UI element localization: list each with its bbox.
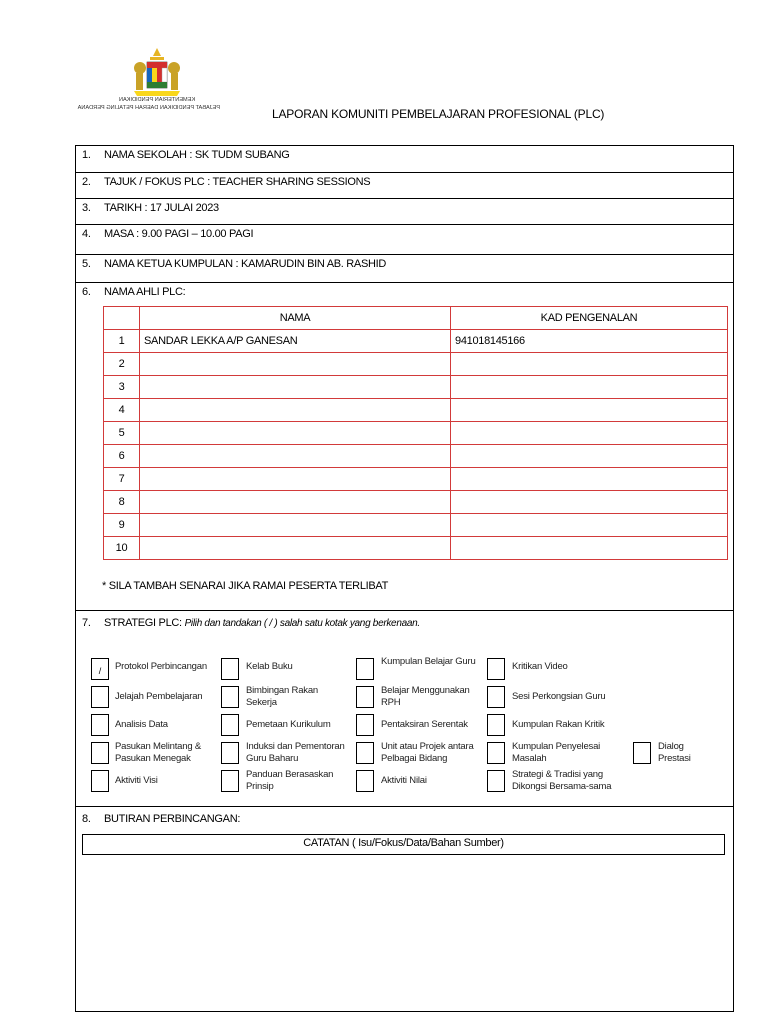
strategy-option-label: Pemetaan Kurikulum [246, 719, 331, 730]
notes-header: CATATAN ( Isu/Fokus/Data/Bahan Sumber) [82, 834, 725, 855]
report-form [75, 145, 734, 1012]
logo-caption-ministry: KEMENTERIAN PENDIDIKAN [118, 97, 196, 103]
strategy-checkbox[interactable] [221, 658, 239, 680]
strategy-checkbox[interactable] [487, 770, 505, 792]
strategy-option-label: Belajar Menggunakan RPH [381, 685, 470, 708]
strategy-option-label: Aktiviti Visi [115, 775, 158, 786]
section-strategy [76, 611, 733, 807]
field-value: NAMA SEKOLAH : SK TUDM SUBANG [104, 149, 290, 161]
strategy-option-label: Bimbingan Rakan Sekerja [246, 685, 318, 708]
members-table [103, 306, 728, 560]
field-number: 7. [82, 617, 91, 629]
column-header-name: NAMA [140, 307, 451, 330]
strategy-option-label: Jelajah Pembelajaran [115, 691, 203, 702]
field-number: 6. [82, 286, 91, 298]
strategy-checkbox[interactable] [91, 742, 109, 764]
strategy-checkbox[interactable] [356, 742, 374, 764]
field-topic [76, 173, 733, 199]
section-label: BUTIRAN PERBINCANGAN: [104, 813, 241, 825]
strategy-checkbox[interactable] [356, 686, 374, 708]
field-value: MASA : 9.00 PAGI – 10.00 PAGI [104, 228, 254, 240]
field-number: 3. [82, 202, 91, 214]
table-row: 4 [104, 399, 728, 422]
strategy-option-label: Strategi & Tradisi yang Dikongsi Bersama-sama [512, 769, 612, 792]
section-label: NAMA AHLI PLC: [104, 286, 186, 298]
field-school [76, 146, 733, 173]
strategy-option-label: Kritikan Video [512, 661, 568, 672]
field-value: NAMA KETUA KUMPULAN : KAMARUDIN BIN AB. RASHID [104, 258, 387, 270]
section-members [76, 283, 733, 611]
table-row: 2 [104, 353, 728, 376]
strategy-option-label: Sesi Perkongsian Guru [512, 691, 606, 702]
table-header-row [104, 307, 728, 330]
strategy-option-label: Analisis Data [115, 719, 168, 730]
logo-caption-office: PEJABAT PENDIDIKAN DAERAH PETALING PERDANA [77, 105, 220, 111]
strategy-checkbox[interactable] [91, 686, 109, 708]
field-group-leader [76, 255, 733, 283]
strategy-instruction: Pilih dan tandakan ( / ) salah satu kotak yang berkenaan. [184, 618, 420, 629]
strategy-option-label: Dialog Prestasi [658, 741, 691, 764]
strategy-option-label: Kelab Buku [246, 661, 293, 672]
table-row: 5 [104, 422, 728, 445]
strategy-option-label: Pentaksiran Serentak [381, 719, 468, 730]
strategy-checkbox[interactable] [487, 658, 505, 680]
table-row: 6 [104, 445, 728, 468]
strategy-checkbox[interactable]: / [91, 658, 109, 680]
field-number: 5. [82, 258, 91, 270]
strategy-option-label: Protokol Perbincangan [115, 661, 207, 672]
section-discussion-heading [82, 813, 240, 825]
column-header-ic: KAD PENGENALAN [451, 307, 728, 330]
field-value: TAJUK / FOKUS PLC : TEACHER SHARING SESSIONS [104, 176, 371, 188]
strategy-option-label: Kumpulan Belajar Guru [381, 656, 476, 667]
field-time [76, 225, 733, 255]
strategy-option-label: Aktiviti Nilai [381, 775, 427, 786]
strategy-checkbox[interactable] [221, 686, 239, 708]
discussion-notes-area[interactable] [82, 858, 725, 1006]
strategy-checkbox[interactable] [487, 742, 505, 764]
members-note: * SILA TAMBAH SENARAI JIKA RAMAI PESERTA TERLIBAT [102, 580, 389, 592]
strategy-checkbox[interactable] [221, 714, 239, 736]
section-label: STRATEGI PLC: [104, 617, 185, 629]
field-number: 1. [82, 149, 91, 161]
strategy-option-label: Kumpulan Penyelesai Masalah [512, 741, 601, 764]
strategy-checkbox[interactable] [221, 742, 239, 764]
table-row: 9 [104, 514, 728, 537]
strategy-checkbox[interactable] [91, 770, 109, 792]
strategy-option-label: Panduan Berasaskan Prinsip [246, 769, 334, 792]
strategy-option-label: Induksi dan Pementoran Guru Baharu [246, 741, 345, 764]
strategy-checkbox[interactable] [356, 770, 374, 792]
strategy-checkbox[interactable] [487, 686, 505, 708]
strategy-checkbox[interactable] [356, 658, 374, 680]
field-number: 8. [82, 813, 91, 825]
field-number: 2. [82, 176, 91, 188]
strategy-option-label: Kumpulan Rakan Kritik [512, 719, 605, 730]
strategy-checkbox[interactable] [487, 714, 505, 736]
field-value: TARIKH : 17 JULAI 2023 [104, 202, 219, 214]
table-row: 10 [104, 537, 728, 560]
table-row: 1 SANDAR LEKKA A/P GANESAN 941018145166 [104, 330, 728, 353]
coat-of-arms-icon [128, 46, 186, 98]
table-row: 3 [104, 376, 728, 399]
strategy-checkbox[interactable] [633, 742, 651, 764]
table-row: 7 [104, 468, 728, 491]
ministry-logo [77, 44, 220, 120]
document-title: LAPORAN KOMUNITI PEMBELAJARAN PROFESIONAL (PLC) [272, 107, 605, 121]
field-number: 4. [82, 228, 91, 240]
strategy-checkbox[interactable] [91, 714, 109, 736]
strategy-option-label: Pasukan Melintang & Pasukan Menegak [115, 741, 201, 764]
strategy-checkbox[interactable] [221, 770, 239, 792]
field-date [76, 199, 733, 225]
strategy-checkbox[interactable] [356, 714, 374, 736]
table-row: 8 [104, 491, 728, 514]
strategy-option-label: Unit atau Projek antara Pelbagai Bidang [381, 741, 474, 764]
